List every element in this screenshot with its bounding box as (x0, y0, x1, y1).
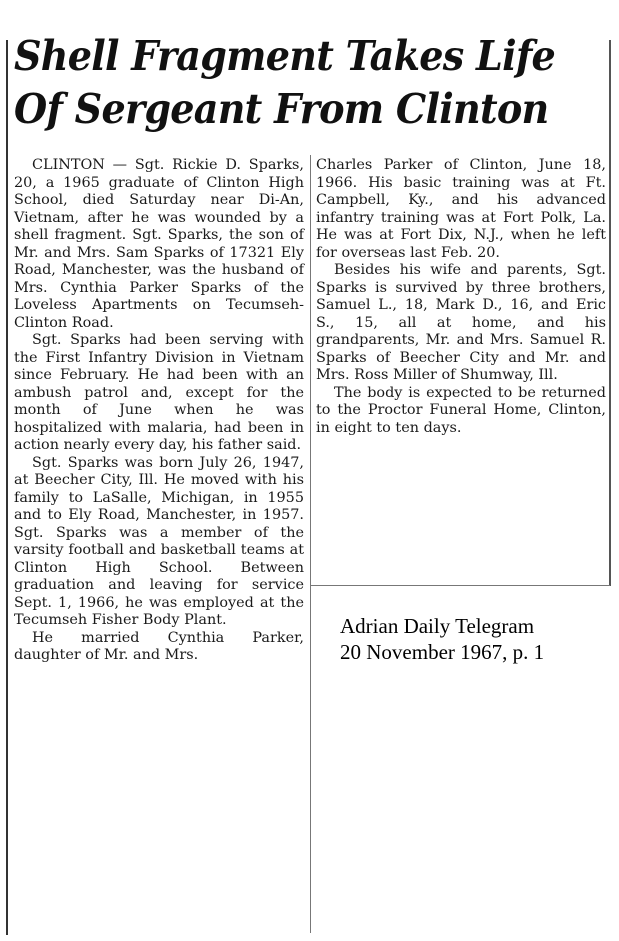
paragraph: Charles Parker of Clinton, June 18, 1966. His basic training was at Ft. Campbell, Ky., and his advanced infantry training was at Fort Polk, La. He was at Fort Dix, N.J., when he left for overseas last Feb. 20. (316, 157, 606, 261)
right-border-rule (609, 40, 611, 586)
column-divider (310, 155, 311, 933)
headline-line-1: Shell Fragment Takes Life (14, 32, 556, 80)
source-caption (340, 613, 544, 665)
caption-date: 20 November 1967, p. 1 (340, 640, 545, 664)
column-end-rule (310, 585, 610, 586)
headline-line-2: Of Sergeant From Clinton (14, 85, 549, 133)
paragraph: Sgt. Sparks was born July 26, 1947, at Beecher City, Ill. He moved with his family to LaSalle, Michigan, in 1955 and to Ely Road, Manchester, in 1957. Sgt. Sparks was a member of the varsity football and basketball teams at Clinton High School. Between graduation and leaving for service Sept. 1, 1966, he was employed at the Tecumseh Fisher Body Plant. (14, 454, 304, 628)
paragraph: The body is expected to be returned to the Proctor Funeral Home, Clinton, in eight to ten days. (316, 384, 606, 436)
headline (14, 30, 563, 136)
paragraph: Sgt. Sparks had been serving with the First Infantry Division in Vietnam since February. He had been with an ambush patrol and, except for the month of June when he was hospitalized with malaria, had been in action nearly every day, his father said. (14, 332, 304, 453)
article-column-left (14, 157, 304, 665)
caption-source: Adrian Daily Telegram (340, 614, 535, 638)
paragraph: CLINTON — Sgt. Rickie D. Sparks, 20, a 1965 graduate of Clinton High School, died Saturday near Di-An, Vietnam, after he was wounded by a shell fragment. Sgt. Sparks, the son of Mr. and Mrs. Sam Sparks of 17321 Ely Road, Manchester, was the husband of Mrs. Cynthia Parker Sparks of the Loveless Apartments on Tecumseh-Clinton Road. (14, 157, 304, 331)
paragraph: He married Cynthia Parker, daughter of Mr. and Mrs. (14, 629, 304, 663)
article-column-right (316, 157, 606, 437)
left-border-rule (6, 40, 8, 935)
paragraph: Besides his wife and parents, Sgt. Sparks is survived by three brothers, Samuel L., 18, Mark D., 16, and Eric S., 15, all at home, and his grandparents, Mr. and Mrs. Samuel R. Sparks of Beecher City and Mr. and Mrs. Ross Miller of Shumway, Ill. (316, 262, 606, 383)
